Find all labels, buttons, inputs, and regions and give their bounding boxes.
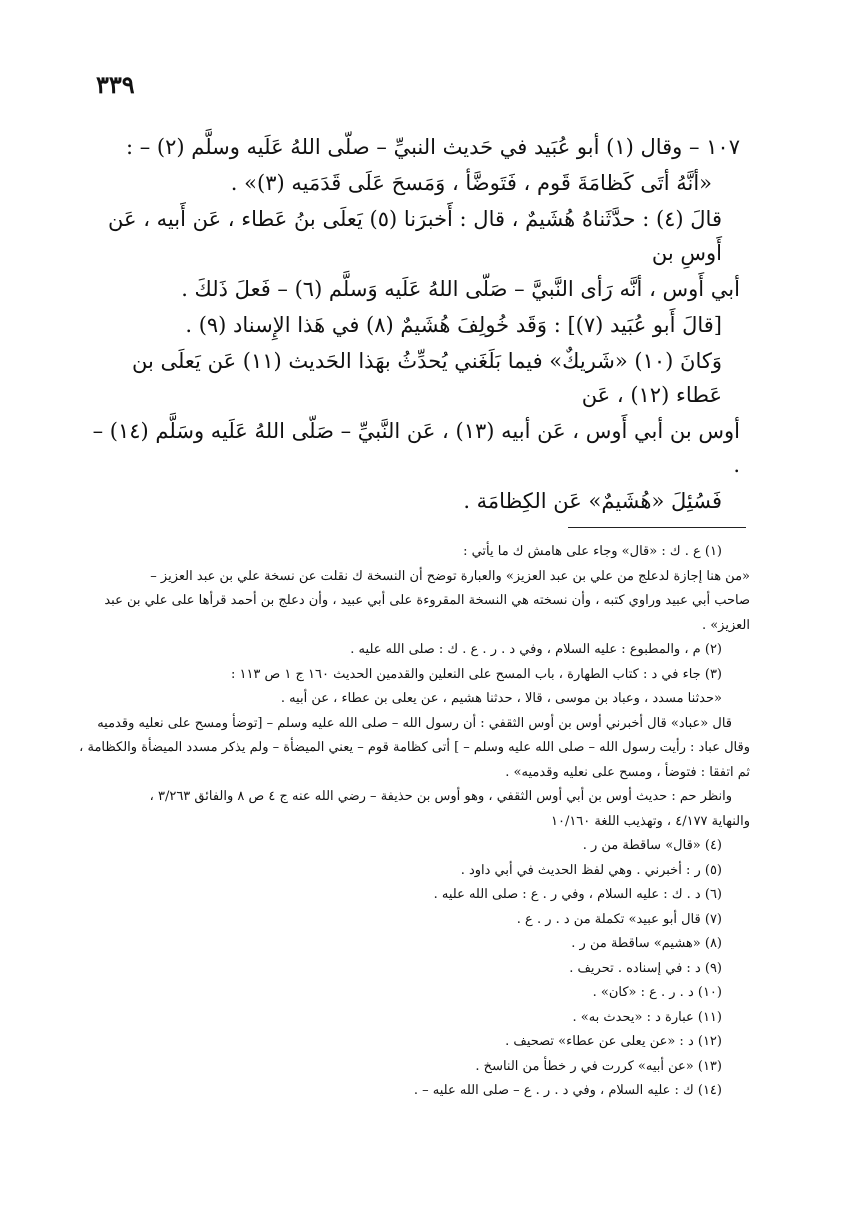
main-line: أبي أَوس ، أنَّه رَأى النَّبيَّ – صَلّى اللهُ عَلَيه وَسلَّم (٦) – فَعلَ ذَلكَ .: [181, 277, 740, 301]
footnote-line: (٢) م ، والمطبوع : عليه السلام ، وفي د . ر . ع . ك : صلى الله عليه .: [350, 642, 722, 657]
footnote-line: والنهاية ٤/١٧٧ ، وتهذيب اللغة ١٠/١٦٠: [550, 813, 750, 829]
footnote-line: (٦) د . ك : عليه السلام ، وفي ر . ع : صلى الله عليه .: [433, 887, 722, 902]
main-line: ١٠٧ – وقال (١) أبو عُبَيد في حَديث النبيِّ – صلّى اللهُ عَلَيه وسلَّم (٢) – :: [125, 135, 740, 159]
footnote-line: ثم اتفقا : فتوضأ ، ومسح على نعليه وقدميه» .: [505, 764, 750, 780]
main-line: قالَ (٤) : حدَّثَناهُ هُشَيمٌ ، قال : أَخبرَنا (٥) يَعلَى بنُ عَطاء ، عَن أَبيه ، عَن أَوسِ بن: [108, 207, 722, 265]
footnote-line: (٨) «هشيم» ساقطة من ر .: [571, 936, 722, 951]
footnote-line: (٤) «قال» ساقطة من ر .: [582, 838, 722, 853]
footnote-line: (٥) ر : أخبرني . وهي لفظ الحديث في أبي داود .: [460, 862, 722, 878]
footnote-line: العزيز» .: [701, 617, 750, 633]
footnote-line: (١٢) د : «عن يعلى عن عطاء» تصحيف .: [505, 1034, 722, 1049]
footnote-line: «حدثنا مسدد ، وعباد بن موسى ، قالا ، حدثنا هشيم ، عن يعلى بن عطاء ، عن أبيه .: [280, 691, 722, 706]
footnote-line: (١٤) ك : عليه السلام ، وفي د . ر . ع – صلى الله عليه – .: [413, 1083, 722, 1098]
footnote-line: (١) ع . ك : «قال» وجاء على هامش ك ما يأتي :: [463, 544, 722, 559]
footnotes: [45, 540, 750, 1104]
main-line: «أنَّهُ أتَى كَظامَةَ قَوم ، فَتَوضَّأ ، وَمَسحَ عَلَى قَدَمَيه (٣)» .: [230, 171, 712, 195]
main-line: فَسُئِلَ «هُشَيمٌ» عَن الكِظامَة .: [463, 489, 722, 513]
footnote-line: قال «عباد» قال أخبرني أوس بن أوس الثقفي : أن رسول الله – صلى الله عليه وسلم – [توضأ ومسح على نعليه وقدميه: [97, 715, 732, 731]
footnote-line: (١٣) «عن أبيه» كررت في ر خطأ من الناسخ .: [475, 1058, 722, 1074]
footnote-line: (٣) جاء في د : كتاب الطهارة ، باب المسح على النعلين والقدمين الحديث ١٦٠ ج ١ ص ١١٣ :: [230, 666, 722, 682]
footnote-line: (١١) عبارة د : «يحدث به» .: [572, 1009, 722, 1025]
footnote-line: (٩) د : في إسناده . تحريف .: [569, 960, 722, 976]
footnote-line: (١٠) د . ر . ع : «كان» .: [592, 985, 722, 1000]
footnote-line: صاحب أبي عبيد وراوي كتبه ، وأن نسخته هي النسخة المقروءة على أبي عبيد ، وأن دعلج بن أحمد قرأها على علي بن عبد: [104, 593, 750, 608]
main-line: أوس بن أبي أَوس ، عَن أبيه (١٣) ، عَن النَّبيِّ – صَلّى اللهُ عَلَيه وسَلَّم (١٤) – .: [92, 419, 740, 477]
main-text: [90, 130, 740, 520]
footnote-line: (٧) قال أبو عبيد» تكملة من د . ر . ع .: [516, 911, 722, 927]
main-line: [قالَ أَبو عُبَيد (٧)] : وَقَد خُولِفَ هُشَيمٌ (٨) في هَذا الإِسناد (٩) .: [185, 313, 722, 337]
page-number: ٣٣٩: [96, 70, 135, 99]
footnote-line: وانظر حم : حديث أوس بن أبي أوس الثقفي ، وهو أوس بن حذيفة – رضي الله عنه ج ٤ ص ٨ والفائق ٣/٢٦٣ ،: [149, 789, 732, 804]
footnote-line: وقال عباد : رأيت رسول الله – صلى الله عليه وسلم – ] أتى كظامة قوم – يعني الميضأة – ولم يذكر مسدد الميضأة والكظامة ،: [79, 740, 750, 755]
footnote-divider: [568, 527, 746, 528]
main-line: وَكانَ (١٠) «شَريكٌ» فيما بَلَغَني يُحدِّثُ بهَذا الحَديث (١١) عَن يَعلَى بن عَطاء (١٢) ، عَن: [131, 349, 722, 407]
footnote-line: «من هنا إجازة لدعلج من علي بن عبد العزيز» والعبارة توضح أن النسخة ك نقلت عن نسخة علي بن عبد العزيز –: [150, 568, 750, 584]
